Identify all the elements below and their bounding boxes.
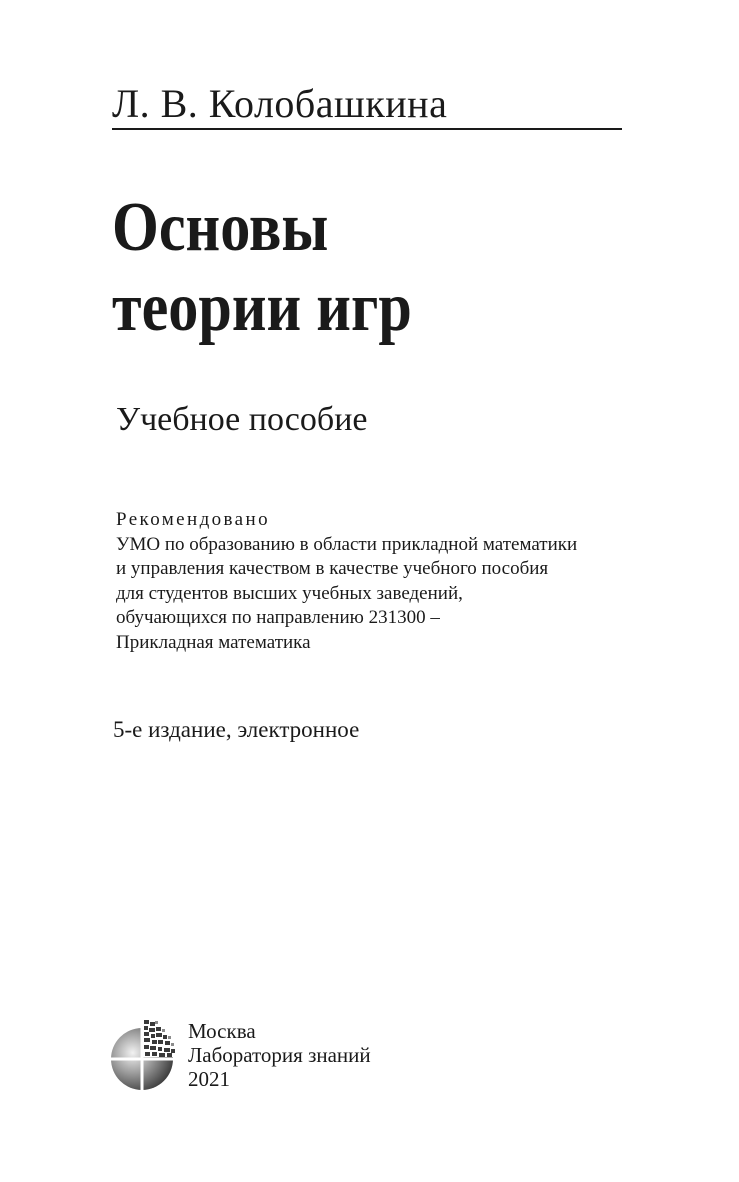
recommendation-line: УМО по образованию в области прикладной математики [116,533,578,555]
recommendation-line: для студентов высших учебных заведений, [116,582,463,604]
recommendation-heading: Рекомендовано [116,509,270,530]
publication-year: 2021 [188,1067,230,1091]
recommendation-line: и управления качеством в качестве учебного пособия [116,558,549,579]
publisher-imprint [188,1019,371,1091]
recommendation-block [116,508,577,655]
publisher-logo-icon [108,1018,178,1090]
edition-note: 5-е издание, электронное [113,717,360,742]
book-subtitle: Учебное пособие [116,401,368,438]
book-title-line-2: теории игр [112,269,412,346]
author-divider [112,128,622,130]
book-title [112,188,412,348]
publisher-name: Лаборатория знаний [188,1043,371,1067]
recommendation-line: обучающихся по направлению 231300 – [116,607,440,628]
book-title-line-1: Основы [112,189,329,266]
author-name: Л. В. Колобашкина [112,81,448,126]
publisher-city: Москва [188,1019,256,1043]
recommendation-line: Прикладная математика [116,631,311,653]
